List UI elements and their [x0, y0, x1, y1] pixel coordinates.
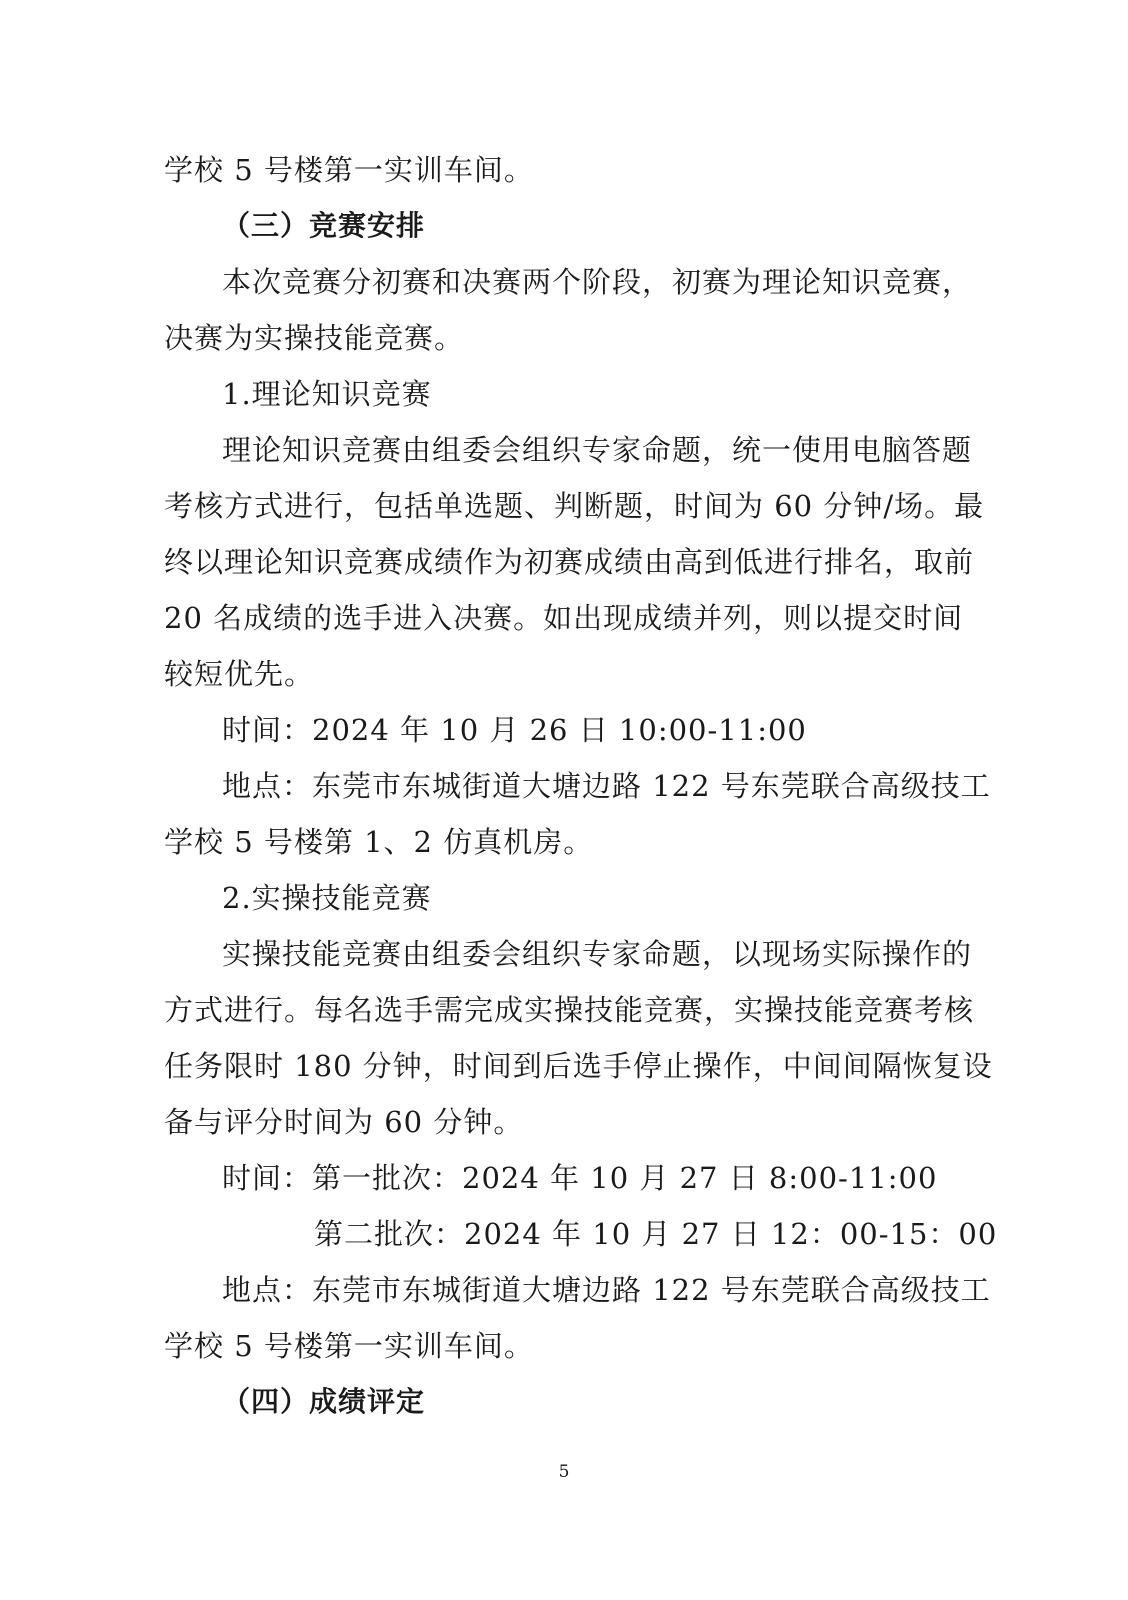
body-text-line: 学校 5 号楼第 1、2 仿真机房。 — [164, 825, 594, 859]
body-text-line: 方式进行。每名选手需完成实操技能竞赛，实操技能竞赛考核 — [164, 993, 975, 1027]
body-text-line: 终以理论知识竞赛成绩作为初赛成绩由高到低进行排名，取前 — [164, 545, 975, 579]
body-text-line: 考核方式进行，包括单选题、判断题，时间为 60 分钟/场。最 — [164, 489, 985, 523]
section-heading-competition-arrangement: （三）竞赛安排 — [222, 209, 426, 242]
subheading-practical-competition: 2.实操技能竞赛 — [222, 881, 432, 915]
section-heading-score-evaluation: （四）成绩评定 — [222, 1385, 426, 1418]
body-text-line: 较短优先。 — [164, 657, 315, 691]
page-number: 5 — [558, 1462, 570, 1482]
practical-time-batch-2: 第二批次：2024 年 10 月 27 日 12：00-15：00 — [314, 1217, 998, 1251]
body-text-line: 学校 5 号楼第一实训车间。 — [164, 153, 534, 187]
body-text-line: 任务限时 180 分钟，时间到后选手停止操作，中间间隔恢复设 — [164, 1049, 993, 1083]
body-text-line: 理论知识竞赛由组委会组织专家命题，统一使用电脑答题 — [222, 433, 973, 467]
practical-time-batch-1: 时间：第一批次：2024 年 10 月 27 日 8:00-11:00 — [222, 1161, 938, 1195]
body-text-line: 决赛为实操技能竞赛。 — [164, 321, 465, 355]
body-text-line: 20 名成绩的选手进入决赛。如出现成绩并列，则以提交时间 — [164, 601, 964, 635]
body-text-line: 学校 5 号楼第一实训车间。 — [164, 1329, 534, 1363]
body-text-line: 实操技能竞赛由组委会组织专家命题，以现场实际操作的 — [222, 937, 973, 971]
theory-location-line: 地点：东莞市东城街道大塘边路 122 号东莞联合高级技工 — [222, 769, 991, 803]
practical-location-line: 地点：东莞市东城街道大塘边路 122 号东莞联合高级技工 — [222, 1273, 991, 1307]
body-text-line: 本次竞赛分初赛和决赛两个阶段，初赛为理论知识竞赛， — [222, 265, 973, 299]
body-text-line: 备与评分时间为 60 分钟。 — [164, 1105, 524, 1139]
theory-time-line: 时间：2024 年 10 月 26 日 10:00-11:00 — [222, 713, 807, 747]
subheading-theory-competition: 1.理论知识竞赛 — [222, 377, 432, 411]
